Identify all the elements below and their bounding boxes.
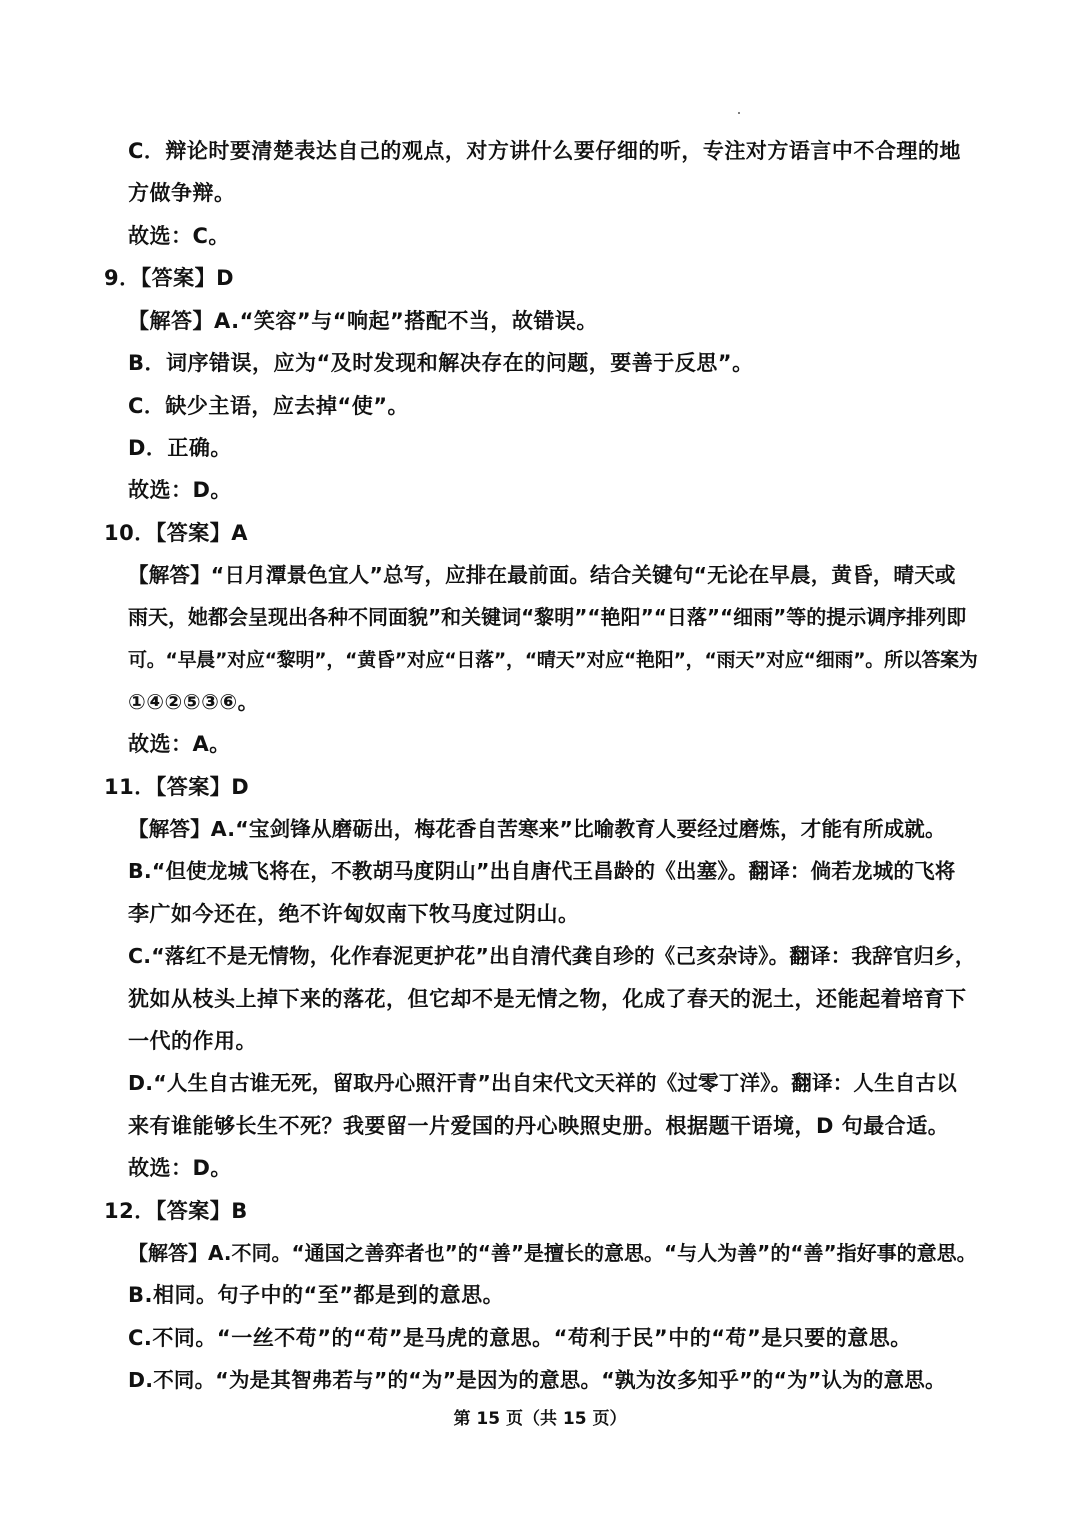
answer-line: 【解答】A.“宝剑锋从磨砺出，梅花香自苦寒来”比喻教育人要经过磨炼，才能有所成就。	[128, 817, 946, 841]
question-heading: 9．【答案】D	[104, 266, 235, 290]
answer-line: 故选：A。	[128, 732, 231, 756]
answer-line: C．辩论时要清楚表达自己的观点，对方讲什么要仔细的听，专注对方语言中不合理的地	[128, 139, 961, 163]
answer-line: 故选：D。	[128, 478, 232, 502]
answer-line: ①④②⑤③⑥。	[128, 690, 260, 714]
page-number: 第 15 页（共 15 页）	[453, 1409, 627, 1429]
answer-line: B．词序错误，应为“及时发现和解决存在的问题，要善于反思”。	[128, 351, 754, 375]
question-heading: 12．【答案】B	[104, 1199, 248, 1223]
answer-line: 【解答】“日月潭景色宜人”总写，应排在最前面。结合关键句“无论在早晨，黄昏，晴天或	[128, 563, 956, 587]
answer-line: C．缺少主语，应去掉“使”。	[128, 394, 410, 418]
answer-line: C.不同。“一丝不苟”的“苟”是马虎的意思。“苟利于民”中的“苟”是只要的意思。	[128, 1326, 912, 1350]
scan-speck	[738, 112, 740, 114]
answer-line: 故选：C。	[128, 224, 230, 248]
answer-line: 犹如从枝头上掉下来的落花，但它却不是无情之物，化成了春天的泥土，还能起着培育下	[128, 987, 967, 1011]
answer-line: 来有谁能够长生不死？我要留一片爱国的丹心映照史册。根据题干语境，D 句最合适。	[128, 1114, 950, 1138]
answer-line: B.“但使龙城飞将在，不教胡马度阴山”出自唐代王昌龄的《出塞》。翻译：倘若龙城的飞将	[128, 859, 956, 883]
answer-line: 【解答】A.“笑容”与“响起”搭配不当，故错误。	[128, 309, 598, 333]
answer-line: 故选：D。	[128, 1156, 232, 1180]
answer-line: D.不同。“为是其智弗若与”的“为”是因为的意思。“孰为汝多知乎”的“为”认为的意思。	[128, 1368, 946, 1392]
answer-line: 可。“早晨”对应“黎明”，“黄昏”对应“日落”，“晴天”对应“艳阳”，“雨天”对应“细雨”。所以答案为	[128, 649, 978, 671]
question-heading: 10．【答案】A	[104, 521, 248, 545]
question-heading: 11．【答案】D	[104, 775, 250, 799]
answer-line: C.“落红不是无情物，化作春泥更护花”出自清代龚自珍的《己亥杂诗》。翻译：我辞官归乡，	[128, 944, 976, 968]
answer-line: D．正确。	[128, 436, 232, 460]
answer-line: D.“人生自古谁无死，留取丹心照汗青”出自宋代文天祥的《过零丁洋》。翻译：人生自古以	[128, 1071, 957, 1095]
answer-line: 李广如今还在，绝不许匈奴南下牧马度过阴山。	[128, 902, 580, 926]
answer-line: 【解答】A.不同。“通国之善弈者也”的“善”是擅长的意思。“与人为善”的“善”指好事的意思。	[128, 1241, 977, 1265]
answer-line: B.相同。句子中的“至”都是到的意思。	[128, 1283, 505, 1307]
answer-line: 方做争辩。	[128, 181, 236, 205]
answer-line: 雨天，她都会呈现出各种不同面貌”和关键词“黎明”“艳阳”“日落”“细雨”等的提示调序排列即	[128, 605, 967, 629]
answer-line: 一代的作用。	[128, 1029, 257, 1053]
